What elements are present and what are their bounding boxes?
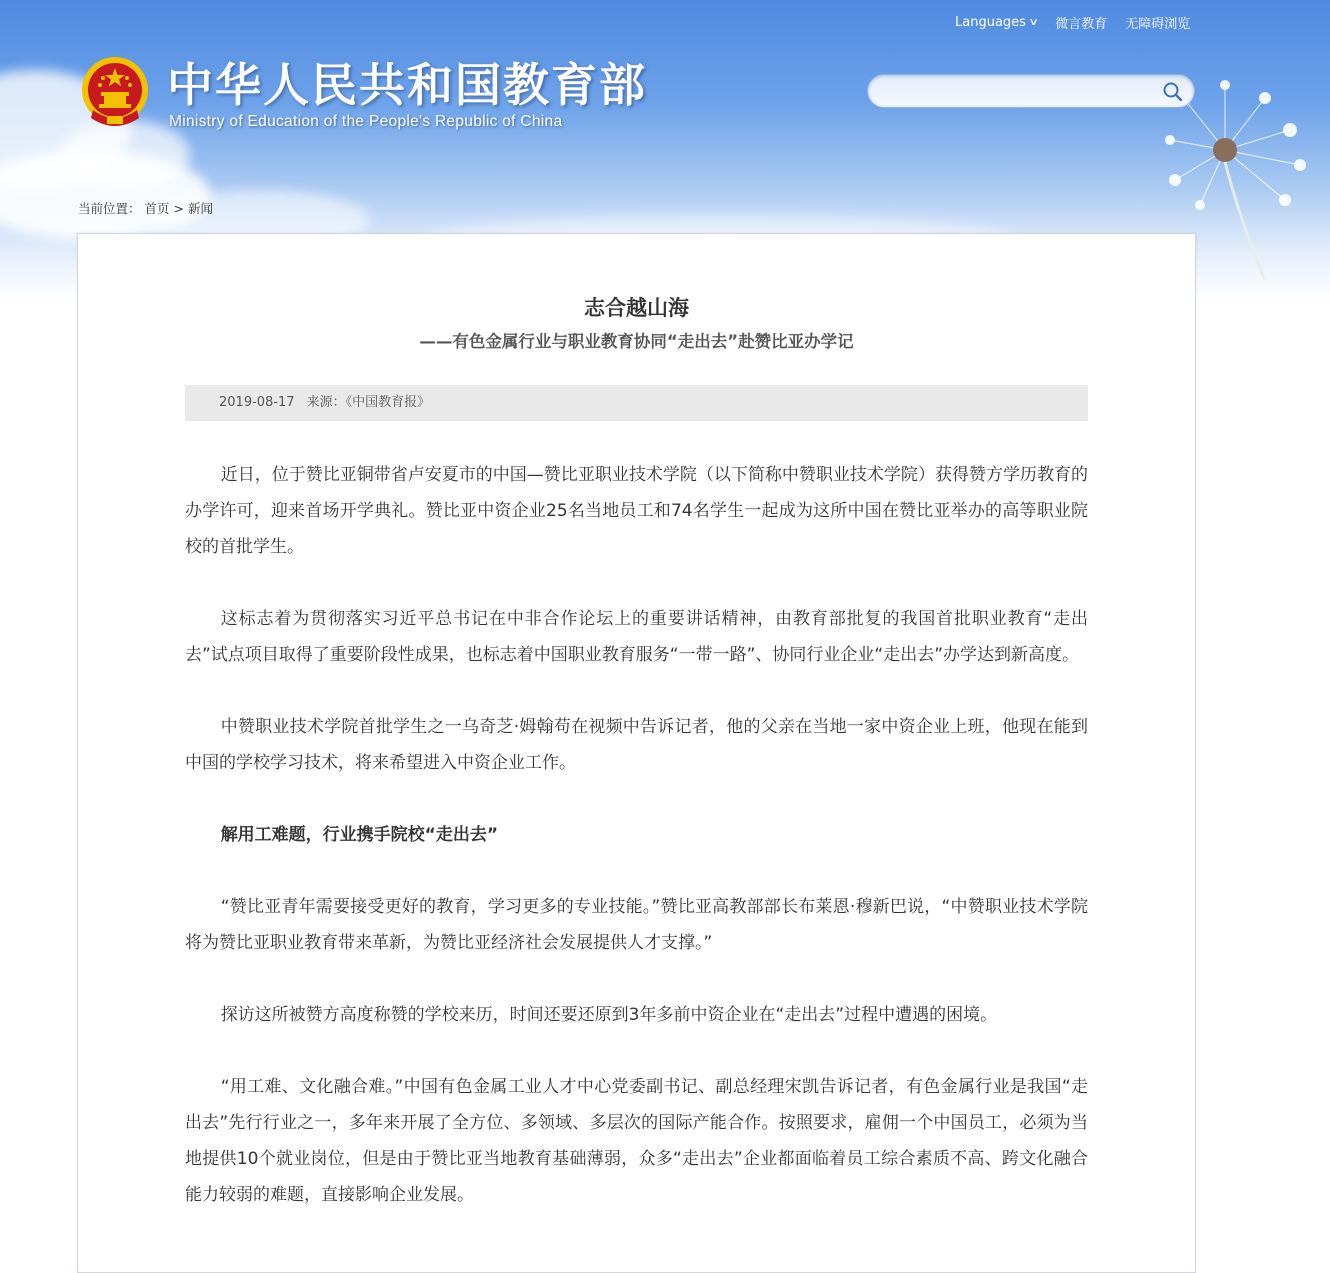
article-paragraph: 中赞职业技术学院首批学生之一乌奇芝·姆翰苟在视频中告诉记者，他的父亲在当地一家中资企业上班，他现在能到中国的学校学习技术，将来希望进入中资企业工作。 [185,717,1088,773]
breadcrumb-news-link[interactable]: 新闻 [187,201,213,216]
article-title: 志合越山海 [584,296,689,320]
languages-label: Languages [955,15,1026,30]
search-box [867,74,1195,108]
article-source-label: 来源： [306,395,346,410]
article-date: 2019-08-17 [219,395,295,410]
site-subtitle-english: Ministry of Education of the People's Republic of China [169,113,563,130]
breadcrumb-home-link[interactable]: 首页 [144,201,170,216]
article-meta-bar [185,385,1088,421]
search-input[interactable] [882,81,1156,103]
article-source: 《中国教育报》 [345,395,431,410]
article-section-heading: 解用工难题，行业携手院校“走出去” [220,825,499,845]
chevron-down-icon: ∨ [1028,17,1039,28]
article-body [185,457,1088,1249]
weiyan-education-link[interactable]: 微言教育 [1055,17,1108,32]
article-paragraph: 探访这所被赞方高度称赞的学校来历，时间还要还原到3年多前中资企业在“走出去”过程中遭遇的困境。 [220,1005,998,1025]
national-emblem-icon [79,56,151,132]
breadcrumb-label: 当前位置： [78,201,141,216]
breadcrumb-separator: > [173,201,184,216]
site-title: 中华人民共和国教育部 [167,58,647,112]
article-paragraph: 这标志着为贯彻落实习近平总书记在中非合作论坛上的重要讲话精神，由教育部批复的我国首批职业教育“走出去”试点项目取得了重要阶段性成果，也标志着中国职业教育服务“一带一路”、协同行业企业“走出去”办学达到新高度。 [185,609,1088,665]
article-paragraph: “赞比亚青年需要接受更好的教育，学习更多的专业技能。”赞比亚高教部部长布莱恩·穆新巴说，“中赞职业技术学院将为赞比亚职业教育带来革新，为赞比亚经济社会发展提供人才支撑。” [185,897,1088,953]
top-links [955,13,1190,32]
languages-dropdown[interactable] [955,15,1037,30]
article-card [77,233,1196,1273]
article-paragraph: 近日，位于赞比亚铜带省卢安夏市的中国—赞比亚职业技术学院（以下简称中赞职业技术学院）获得赞方学历教育的办学许可，迎来首场开学典礼。赞比亚中资企业25名当地员工和74名学生一起成为这所中国在赞比亚举办的高等职业院校的首批学生。 [185,465,1088,557]
breadcrumb [78,199,213,217]
search-icon[interactable] [1162,81,1184,103]
article-subtitle: ——有色金属行业与职业教育协同“走出去”赴赞比亚办学记 [419,332,854,351]
accessibility-link[interactable]: 无障碍浏览 [1125,17,1191,32]
article-paragraph: “用工难、文化融合难。”中国有色金属工业人才中心党委副书记、副总经理宋凯告诉记者，有色金属行业是我国“走出去”先行行业之一，多年来开展了全方位、多领域、多层次的国际产能合作。按照要求，雇佣一个中国员工，必须为当地提供10个就业岗位，但是由于赞比亚当地教育基础薄弱，众多“走出去”企业都面临着员工综合素质不高、跨文化融合能力较弱的难题，直接影响企业发展。 [185,1077,1088,1205]
